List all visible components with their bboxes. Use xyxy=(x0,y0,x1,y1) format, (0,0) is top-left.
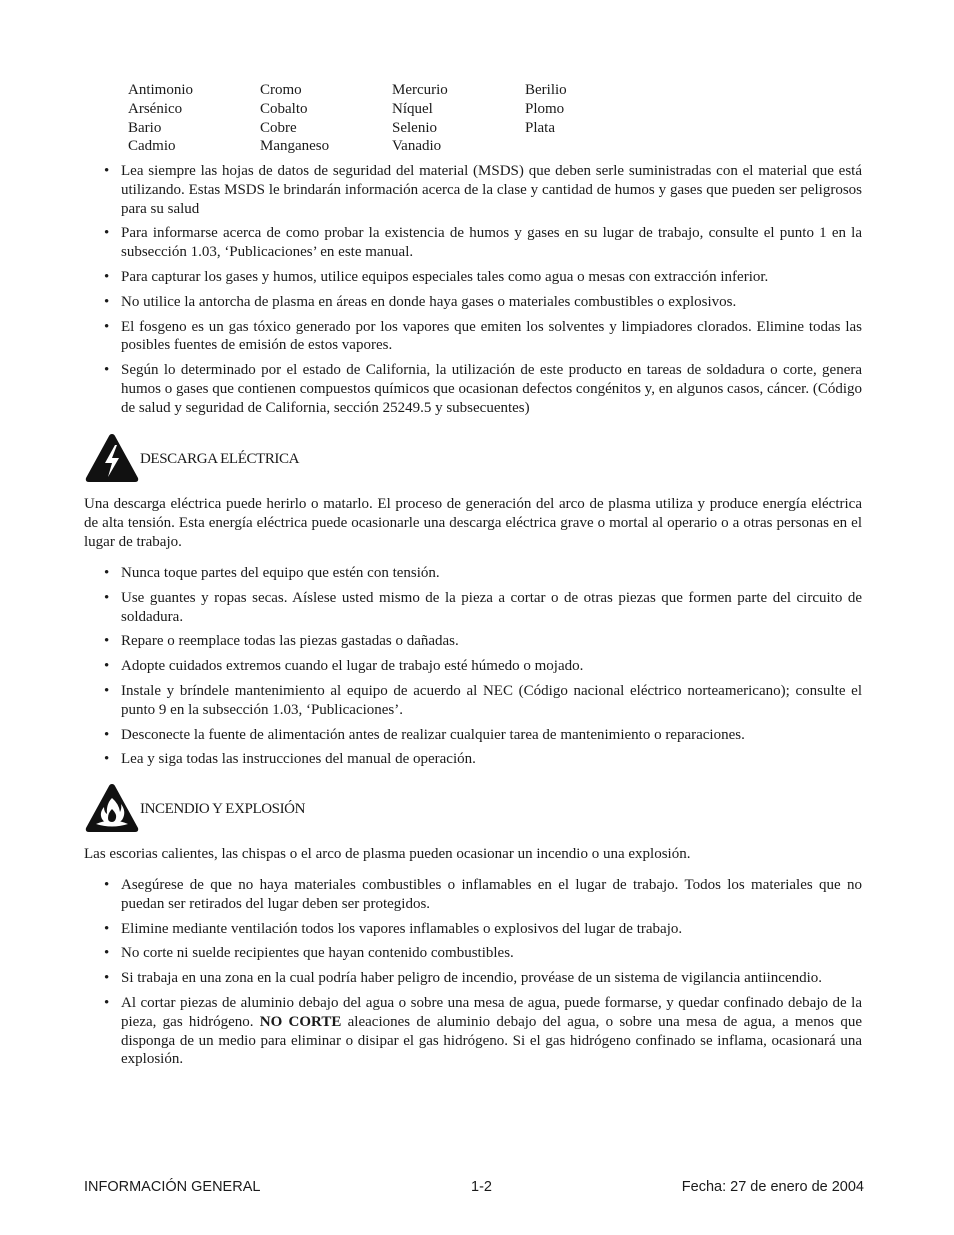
section-title: INCENDIO Y EXPLOSIÓN xyxy=(140,801,306,817)
list-item: • Según lo determinado por el estado de California, la utilización de este producto en tareas de soldadura o corte, genera humos o gases que contienen compuestos químicos que ocasionan defectos congénitos y, en algunos casos, cáncer. (Código de salud y seguridad de California, sección 25249.5 y subsecuentes) xyxy=(103,361,862,417)
metal-name: Mercurio xyxy=(392,82,448,98)
section-title: DESCARGA ELÉCTRICA xyxy=(140,451,300,467)
list-item: • Elimine mediante ventilación todos los vapores inflamables o explosivos del lugar de trabajo. xyxy=(103,920,862,939)
list-item: • Lea siempre las hojas de datos de seguridad del material (MSDS) que deben serle suministradas con el material que está utilizando. Estas MSDS le brindarán información acerca de la clase y cantidad de humos y gases que pueden ser peligrosos para su salud xyxy=(103,162,862,218)
metal-name: Plomo xyxy=(525,100,565,117)
metal-name: Cadmio xyxy=(128,138,176,155)
list-item: • Para capturar los gases y humos, utilice equipos especiales tales como agua o mesas con extracción inferior. xyxy=(103,268,862,287)
fumes-bullet-list xyxy=(103,162,862,424)
list-item: • Instale y bríndele mantenimiento al equipo de acuerdo al NEC (Código nacional eléctrico norteamericano); consulte el punto 9 en la subsección 1.03, ‘Publicaciones’. xyxy=(103,682,862,720)
list-item xyxy=(103,994,862,1069)
shock-intro-paragraph: Una descarga eléctrica puede herirlo o matarlo. El proceso de generación del arco de plasma utiliza y produce energía eléctrica de alta tensión. Esta energía eléctrica puede ocasionarle una descarga eléctrica grave o mortal al operario o a otras personas en el lugar de trabajo. xyxy=(84,496,862,550)
fire-explosion-heading xyxy=(84,782,484,832)
hazardous-metals-table xyxy=(128,81,615,156)
electric-shock-warning-icon xyxy=(84,432,140,484)
page-footer xyxy=(84,1178,864,1198)
bullet-text: Al cortar piezas de aluminio debajo del agua o sobre una mesa de agua, puede formarse, y quedar confinado debajo de la pieza, gas hidrógeno. xyxy=(121,994,862,1030)
list-item: • Adopte cuidados extremos cuando el lugar de trabajo esté húmedo o mojado. xyxy=(103,657,862,676)
footer-date: Fecha: 27 de enero de 2004 xyxy=(681,1179,864,1195)
metal-name: Arsénico xyxy=(128,100,183,117)
fire-intro-paragraph: Las escorias calientes, las chispas o el arco de plasma pueden ocasionar un incendio o una explosión. xyxy=(84,846,691,862)
metal-name: Vanadio xyxy=(392,138,442,155)
list-item: • Use guantes y ropas secas. Aíslese usted mismo de la pieza a cortar o de otras piezas que formen parte del circuito de soldadura. xyxy=(103,589,862,627)
bullet-text: aleaciones de aluminio debajo del agua, o sobre una mesa de agua, a menos que disponga de un medio para eliminar o disipar el gas hidrógeno. Si el gas hidrógeno confinado se inflama, ocasionará una explosión. xyxy=(121,1013,862,1068)
metal-name: Níquel xyxy=(392,100,433,117)
metal-name: Selenio xyxy=(392,119,437,136)
page-number: 1-2 xyxy=(471,1179,492,1195)
shock-bullet-list xyxy=(103,564,862,775)
warning-emphasis: NO CORTE xyxy=(259,1013,342,1030)
metal-name: Cobre xyxy=(260,119,297,136)
list-item: • Desconecte la fuente de alimentación antes de realizar cualquier tarea de mantenimiento o reparaciones. xyxy=(103,726,862,745)
electric-shock-heading xyxy=(84,432,484,482)
list-item: • Para informarse acerca de como probar la existencia de humos y gases en su lugar de trabajo, consulte el punto 1 en la subsección 1.03, ‘Publicaciones’ en este manual. xyxy=(103,224,862,262)
list-item: • Asegúrese de que no haya materiales combustibles o inflamables en el lugar de trabajo. Todos los materiales que no puedan ser retirados del lugar deben ser protegidos. xyxy=(103,876,862,914)
metal-name: Manganeso xyxy=(260,138,330,155)
metal-name: Berilio xyxy=(525,82,567,98)
fire-bullet-list xyxy=(103,876,862,1075)
list-item: • No utilice la antorcha de plasma en áreas en donde haya gases o materiales combustibles o explosivos. xyxy=(103,293,862,312)
list-item: • El fosgeno es un gas tóxico generado por los vapores que emiten los solventes y limpiadores clorados. Elimine todas las posibles fuentes de emisión de estos vapores. xyxy=(103,318,862,356)
list-item: • Lea y siga todas las instrucciones del manual de operación. xyxy=(103,750,862,769)
list-item: • Si trabaja en una zona en la cual podría haber peligro de incendio, provéase de un sistema de vigilancia antiincendio. xyxy=(103,969,862,988)
metal-name: Bario xyxy=(128,119,162,136)
list-item: • No corte ni suelde recipientes que hayan contenido combustibles. xyxy=(103,944,862,963)
list-item: • Repare o reemplace todas las piezas gastadas o dañadas. xyxy=(103,632,862,651)
fire-explosion-warning-icon xyxy=(84,782,140,834)
footer-section-title: INFORMACIÓN GENERAL xyxy=(84,1179,261,1195)
metal-name: Plata xyxy=(525,119,555,136)
list-item: • Nunca toque partes del equipo que estén con tensión. xyxy=(103,564,862,583)
metal-name: Cobalto xyxy=(260,100,308,117)
metal-name: Cromo xyxy=(260,82,302,98)
metal-name: Antimonio xyxy=(128,82,194,98)
